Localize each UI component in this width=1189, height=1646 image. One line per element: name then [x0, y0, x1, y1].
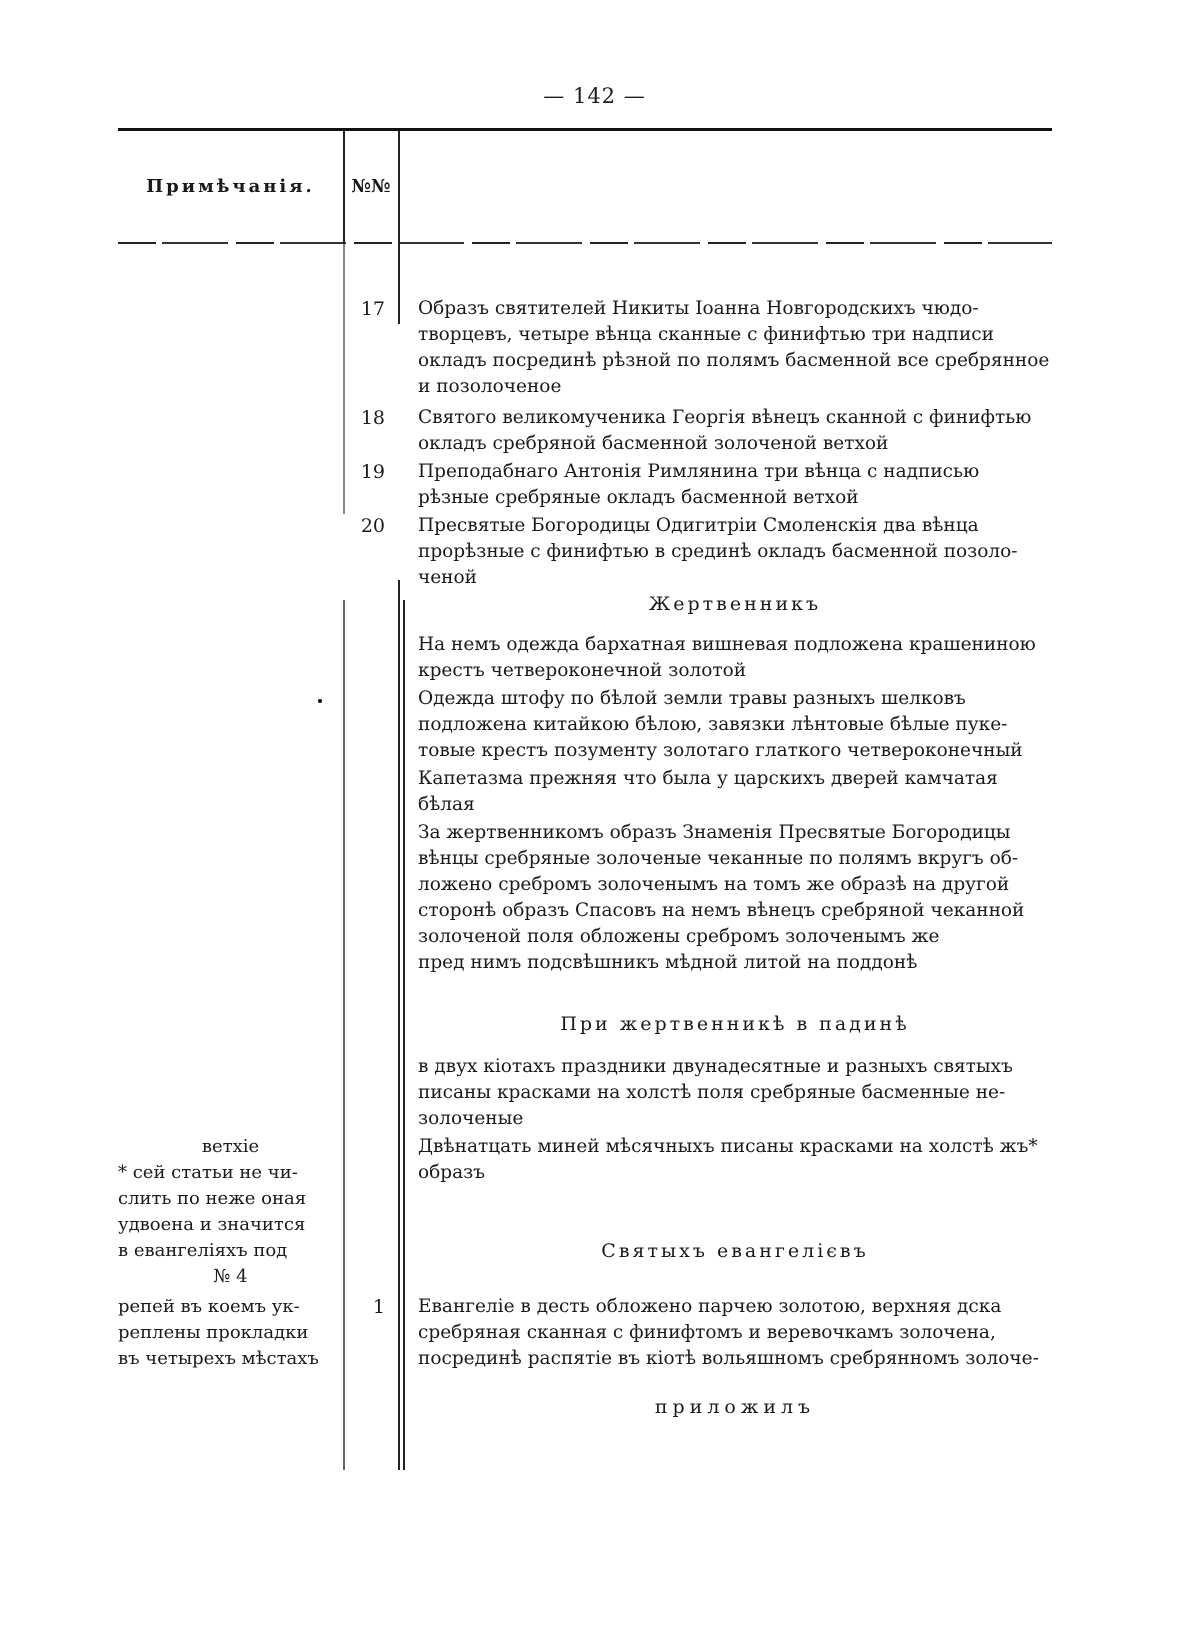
zhertvennik-line-9: вѣнцы сребряные золоченые чеканные по полямъ вкругъ об- — [418, 848, 1019, 869]
entry-number-17: 17 — [360, 298, 385, 320]
entry-20-line-2: прорѣзные с финифтью в срединѣ окладъ басменной позоло- — [418, 541, 1018, 562]
zhertvennik-line-11: сторонѣ образъ Спасовъ на немъ вѣнецъ сребряной чеканной — [418, 900, 1025, 921]
zhertvennik-line-4: подложена китайкою бѣлою, завязки лѣнтовые бѣлые пуке- — [418, 714, 1008, 735]
zhertvennik-line-6: Капетазма прежняя что была у царскихъ дверей камчатая — [418, 768, 998, 789]
entry-number-20: 20 — [360, 515, 385, 537]
pri-zhertvennike-line-1: в двух кіотахъ праздники двунадесятные и разныхъ святыхъ — [418, 1056, 1013, 1077]
note-vetkhie: ветхіе — [201, 1136, 260, 1157]
entry-number-evangelie-1: 1 — [372, 1296, 385, 1318]
entry-19-line-1: Преподабнаго Антонія Римлянина три вѣнца с надписью — [418, 461, 980, 482]
note-footnote-reference: № 4 — [213, 1266, 248, 1287]
note-repey-line-3: въ четырехъ мѣстахъ — [118, 1348, 319, 1369]
zhertvennik-line-3: Одежда штофу по бѣлой земли травы разныхъ шелковъ — [418, 688, 966, 709]
zhertvennik-line-5: товые крестъ позументу золотаго глаткого четвероконечный — [418, 740, 1023, 761]
evangelie-line-1: Евангеліе в десть обложено парчею золотою, верхняя дска — [418, 1296, 1002, 1317]
section-heading-pri-zhertvennike: При жертвенникѣ в падинѣ — [560, 1013, 910, 1035]
column-divider-notes-lower — [343, 600, 345, 1470]
entry-17-line-4: и позолоченое — [418, 376, 562, 397]
entry-number-18: 18 — [360, 407, 385, 429]
margin-dot — [318, 699, 322, 703]
zhertvennik-line-12: золоченой поля обложены сребромъ золоченымъ же — [418, 926, 940, 947]
entry-20-line-3: ченой — [418, 567, 477, 588]
pri-zhertvennike-line-5: образъ — [418, 1162, 486, 1183]
zhertvennik-line-13: пред нимъ подсвѣшникъ мѣдной литой на поддонѣ — [418, 952, 918, 973]
section-heading-evangeliy: Святыхъ евангелієвъ — [601, 1240, 869, 1262]
entry-17-line-1: Образъ святителей Никиты Іоанна Новгородскихъ чюдо- — [418, 298, 979, 319]
evangelie-line-2: сребряная сканная с финифтомъ и веревочкамъ золочена, — [418, 1322, 996, 1343]
note-repey-line-2: реплены прокладки — [118, 1322, 309, 1343]
zhertvennik-line-8: За жертвенникомъ образъ Знаменія Пресвятые Богородицы — [418, 822, 1011, 843]
entry-18-line-2: окладъ сребряной басменной золоченой ветхой — [418, 433, 889, 454]
pri-zhertvennike-line-3: золоченые — [418, 1108, 524, 1129]
zhertvennik-line-1: На немъ одежда бархатная вишневая подложена крашениною — [418, 634, 1036, 655]
column-header-notes: Примѣчанія. — [146, 176, 315, 197]
header-top-rule — [118, 128, 1052, 131]
entry-20-line-1: Пресвятые Богородицы Одигитріи Смоленскія два вѣнца — [418, 515, 979, 536]
zhertvennik-line-2: крестъ четвероконечной золотой — [418, 660, 747, 681]
note-repey-line-1: репей въ коемъ ук- — [118, 1296, 300, 1317]
note-footnote-line-3: удвоена и значится — [118, 1214, 306, 1235]
entry-19-line-2: рѣзные сребряные окладъ басменной ветхой — [418, 487, 859, 508]
entry-18-line-1: Святого великомученика Георгія вѣнецъ сканной с финифтью — [418, 407, 1032, 428]
page-number: — 142 — — [543, 84, 646, 108]
column-divider-text-double — [403, 600, 405, 1470]
column-divider-numbers — [398, 244, 400, 324]
note-footnote-line-4: в евангеліяхъ под — [118, 1240, 288, 1261]
zhertvennik-line-7: бѣлая — [418, 794, 475, 815]
pri-zhertvennike-line-2: писаны красками на холстѣ поля сребряные басменные не- — [418, 1082, 1006, 1103]
entry-17-line-2: творцевъ, четыре вѣнца сканные с финифтью три надписи — [418, 324, 994, 345]
entry-17-line-3: окладъ посрединѣ рѣзной по полямъ басменной все сребрянное — [418, 350, 1050, 371]
pri-zhertvennike-line-4: Двѣнатцать миней мѣсячныхъ писаны красками на холстѣ жъ* — [418, 1136, 1038, 1157]
note-footnote-line-1: * сей статьи не чи- — [118, 1162, 298, 1183]
header-bottom-rule — [118, 242, 1052, 244]
entry-number-19: 19 — [360, 461, 385, 483]
zhertvennik-line-10: ложено сребромъ золоченымъ на томъ же образѣ на другой — [418, 874, 1010, 895]
note-footnote-line-2: слить по неже оная — [118, 1188, 307, 1209]
column-divider-notes-header — [343, 130, 345, 244]
catchword: приложилъ — [654, 1396, 816, 1418]
evangelie-line-3: посрединѣ распятіе въ кіотѣ вольяшномъ сребрянномъ золоче- — [418, 1348, 1039, 1369]
column-divider-numbers-header — [398, 130, 400, 244]
column-header-numbers: №№ — [351, 176, 391, 197]
column-divider-text — [398, 580, 400, 1470]
section-heading-zhertvennik: Жертвенникъ — [648, 593, 822, 615]
